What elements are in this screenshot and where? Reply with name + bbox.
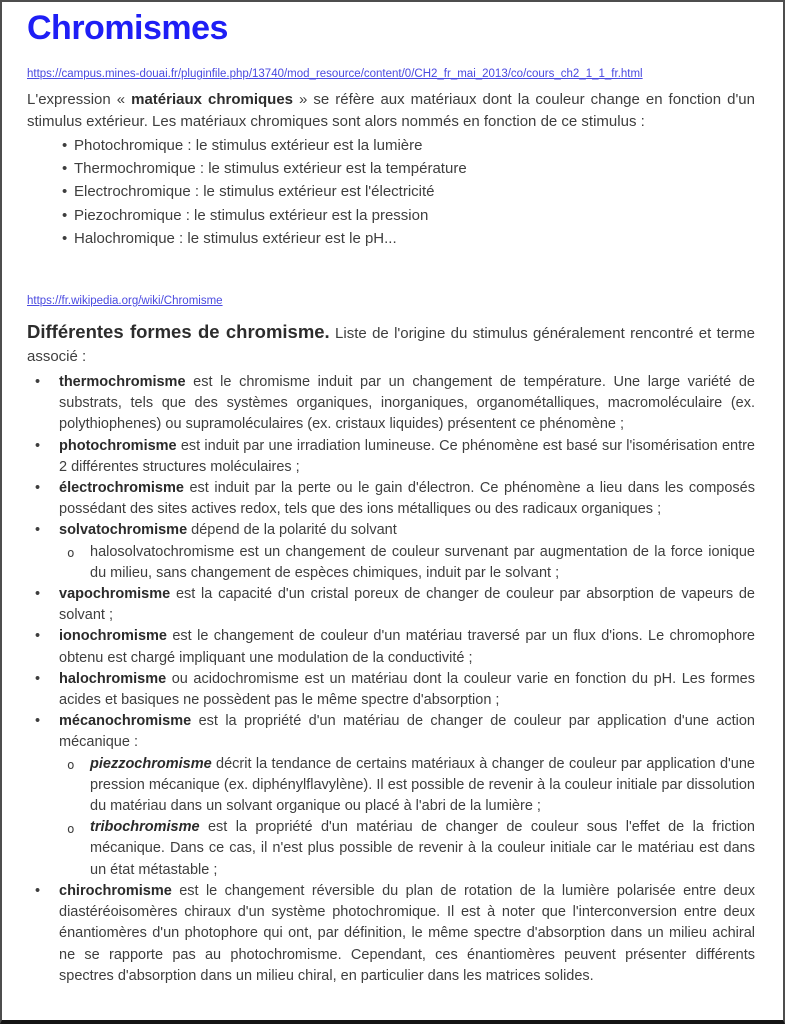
stimulus-types-list: [27, 134, 755, 250]
chromism-term: vapochromisme: [59, 586, 171, 603]
wikipedia-section: [27, 291, 755, 987]
campus-source-link[interactable]: https://campus.mines-douai.fr/pluginfile.php/13740/mod_resource/content/0/CH2_fr_mai_2013/co/cours_ch2_1_1_fr.html: [27, 68, 643, 80]
intro-bold-term: matériaux chromiques: [131, 91, 294, 108]
chromism-item: • solvatochromisme dépend de la polarité du solvant o halosolvatochromisme est un changement de couleur survenant par augmentation de la force ionique du milieu, sans changement de espèces chimiques, induit par le solvant ;: [59, 520, 755, 584]
chromism-item: • ionochromisme est le changement de couleur d'un matériau traversé par un flux d'ions. Le chromophore obtenu est chargé impliquant une modulation de la conductivité ;: [59, 626, 755, 668]
chromism-item: o piezzochromisme décrit la tendance de certains matériaux à changer de couleur par application d'une pression mécanique (ex. diphénylflavylène). Il est possible de revenir à la couleur initiale par dissolution du matériau dans un solvant organique ou placé à l'abri de la lumière ;: [90, 754, 755, 818]
chromism-term: piezzochromisme: [90, 755, 212, 772]
chromism-sub-list: [59, 542, 755, 584]
chromism-item: • photochromisme est induit par une irradiation lumineuse. Ce phénomène est basé sur l'isomérisation entre 2 différentes structures moléculaires ;: [59, 436, 755, 478]
chromism-sub-list: [59, 754, 755, 881]
chromism-term: ionochromisme: [59, 628, 167, 645]
chromism-item: • mécanochromisme est la propriété d'un matériau de changer de couleur par application d'une action mécanique : o piezzochromisme décrit la tendance de certains matériaux à changer de couleur par application d'une pression mécanique (ex. diphénylflavylène). Il est possible de revenir à la couleur initiale par dissolution du matériau dans un solvant organique ou placé à l'abri de la lumière ; o tribochromisme est la propriété d'un matériau de changer de couleur sous l'effet de la friction mécanique. Dans ce cas, il n'est plus possible de revenir à la couleur initiale car le matériau est dans un état métastable ;: [59, 711, 755, 881]
chromism-item: • électrochromisme est induit par la perte ou le gain d'électron. Ce phénomène a lieu dans les composés possédant des sites actives redox, tels que des ions métalliques ou des radicaux organiques ;: [59, 478, 755, 520]
section-heading: [27, 321, 755, 368]
intro-text-after: » se réfère aux matériaux dont la couleur change en fonction d'un stimulus extérieur. Les matériaux chromiques sont alors nommés en fonction de ce stimulus :: [27, 91, 755, 130]
chromism-item: o tribochromisme est la propriété d'un matériau de changer de couleur sous l'effet de la friction mécanique. Dans ce cas, il n'est plus possible de revenir à la couleur initiale car le matériau est dans un état métastable ;: [90, 817, 755, 881]
chromism-term: photochromisme: [59, 437, 177, 454]
intro-text-before: L'expression «: [27, 91, 132, 108]
chromism-term: solvatochromisme: [59, 522, 188, 539]
wikipedia-source-link[interactable]: https://fr.wikipedia.org/wiki/Chromisme: [27, 295, 223, 308]
chromism-term: chirochromisme: [59, 882, 172, 899]
page-title: Chromismes: [27, 9, 228, 47]
chromism-term: thermochromisme: [59, 374, 186, 391]
section-heading-rest: Liste de l'origine du stimulus généralement rencontré et terme associé :: [27, 325, 755, 365]
chromism-item: o halosolvatochromisme est un changement de couleur survenant par augmentation de la force ionique du milieu, sans changement de espèces chimiques, induit par le solvant ;: [90, 542, 755, 584]
chromism-term: halochromisme: [59, 670, 167, 687]
chromism-item: • halochromisme ou acidochromisme est un matériau dont la couleur varie en fonction du pH. Les formes acides et basiques ne possèdent pas le même spectre d'absorption ;: [59, 669, 755, 711]
intro-paragraph: [27, 89, 755, 132]
chromism-term: électrochromisme: [59, 480, 184, 497]
section-heading-bold: Différentes formes de chromisme.: [27, 321, 330, 343]
list-item: • Photochromique : le stimulus extérieur est la lumière: [74, 134, 755, 157]
chromism-forms-list: [27, 372, 755, 987]
chromism-item: • chirochromisme est le changement réversible du plan de rotation de la lumière polarisée entre deux diastéréoisomères chiraux d'un système photochromique. Il est à noter que l'interconversion entre deux énantiomères d'un photophore qui ont, par définition, le même spectre d'absorption dans un milieu achiral ne se rapporte pas au photochromisme. Cependant, ces énantiomères peuvent présenter différents spectres d'absorption dans un milieu chiral, en particulier dans les matrices solides.: [59, 881, 755, 987]
chromism-term: mécanochromisme: [59, 713, 192, 730]
chromism-term: tribochromisme: [90, 819, 200, 836]
list-item: • Thermochromique : le stimulus extérieur est la température: [74, 157, 755, 180]
list-item: • Piezochromique : le stimulus extérieur est la pression: [74, 204, 755, 227]
list-item: • Halochromique : le stimulus extérieur est le pH...: [74, 227, 755, 250]
chromism-item: • vapochromisme est la capacité d'un cristal poreux de changer de couleur par absorption de vapeurs de solvant ;: [59, 584, 755, 626]
chromism-item: • thermochromisme est le chromisme induit par un changement de température. Une large variété de substrats, tels que des systèmes organiques, inorganiques, organométalliques, macromoléculaire (ex. polythiophenes) ou supramoléculaires (ex. cristaux liquides) présentent ce phénomène ;: [59, 372, 755, 436]
list-item: • Electrochromique : le stimulus extérieur est l'électricité: [74, 180, 755, 203]
